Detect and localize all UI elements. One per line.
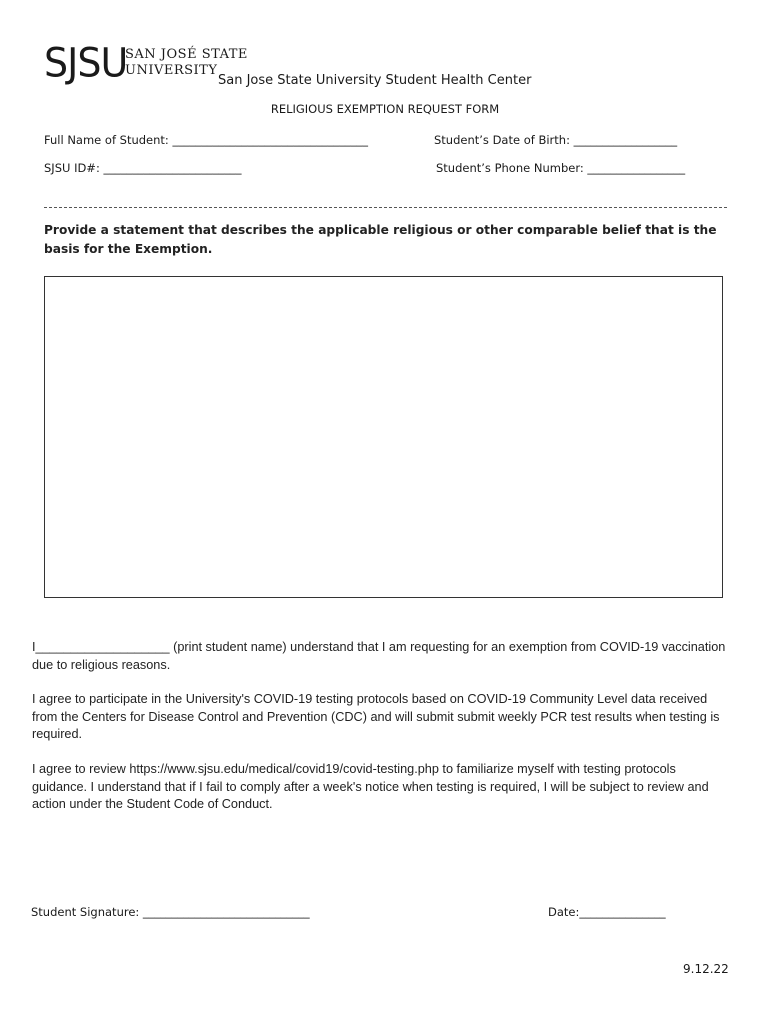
testing-agreement-paragraph: I agree to participate in the University's COVID-19 testing protocols based on COVID-19 Community Level data received from the Centers for Disease Control and Prevention (CDC) and will submit submit weekly PCR test results when testing is required. (32, 692, 720, 741)
acknowledgement-paragraph: I___________________ (print student name) understand that I am requesting for an exemption from COVID-19 vaccination due to religious reasons. (32, 640, 726, 672)
form-title: RELIGIOUS EXEMPTION REQUEST FORM (270, 102, 500, 116)
student-signature-field[interactable]: Student Signature: _____________________________ (31, 905, 310, 919)
signature-date-field[interactable]: Date:_______________ (548, 905, 666, 919)
date-of-birth-field[interactable]: Student’s Date of Birth: __________________ (434, 133, 678, 147)
logo-line-2: UNIVERSITY (125, 63, 218, 78)
full-name-field[interactable]: Full Name of Student: __________________________________ (44, 133, 368, 147)
sjsu-logo-mark: SJSU (44, 39, 128, 87)
section-divider (44, 207, 727, 208)
statement-prompt: Provide a statement that describes the applicable religious or other comparable belief that is the basis for the Exemption. (44, 223, 717, 256)
review-agreement-paragraph: I agree to review https://www.sjsu.edu/medical/covid19/covid-testing.php to familiarize myself with testing protocols guidance. I understand that if I fail to comply after a week's notice when testing is required, I will be subject to review and action under the Student Code of Conduct. (32, 762, 709, 811)
logo-line-1: SAN JOSÉ STATE (125, 47, 248, 62)
form-version: 9.12.22 (683, 962, 729, 976)
statement-input-box[interactable] (44, 276, 723, 598)
phone-number-field[interactable]: Student’s Phone Number: _________________ (436, 161, 686, 175)
organization-name: San Jose State University Student Health Center (218, 73, 532, 88)
sjsu-id-field[interactable]: SJSU ID#: ________________________ (44, 161, 242, 175)
